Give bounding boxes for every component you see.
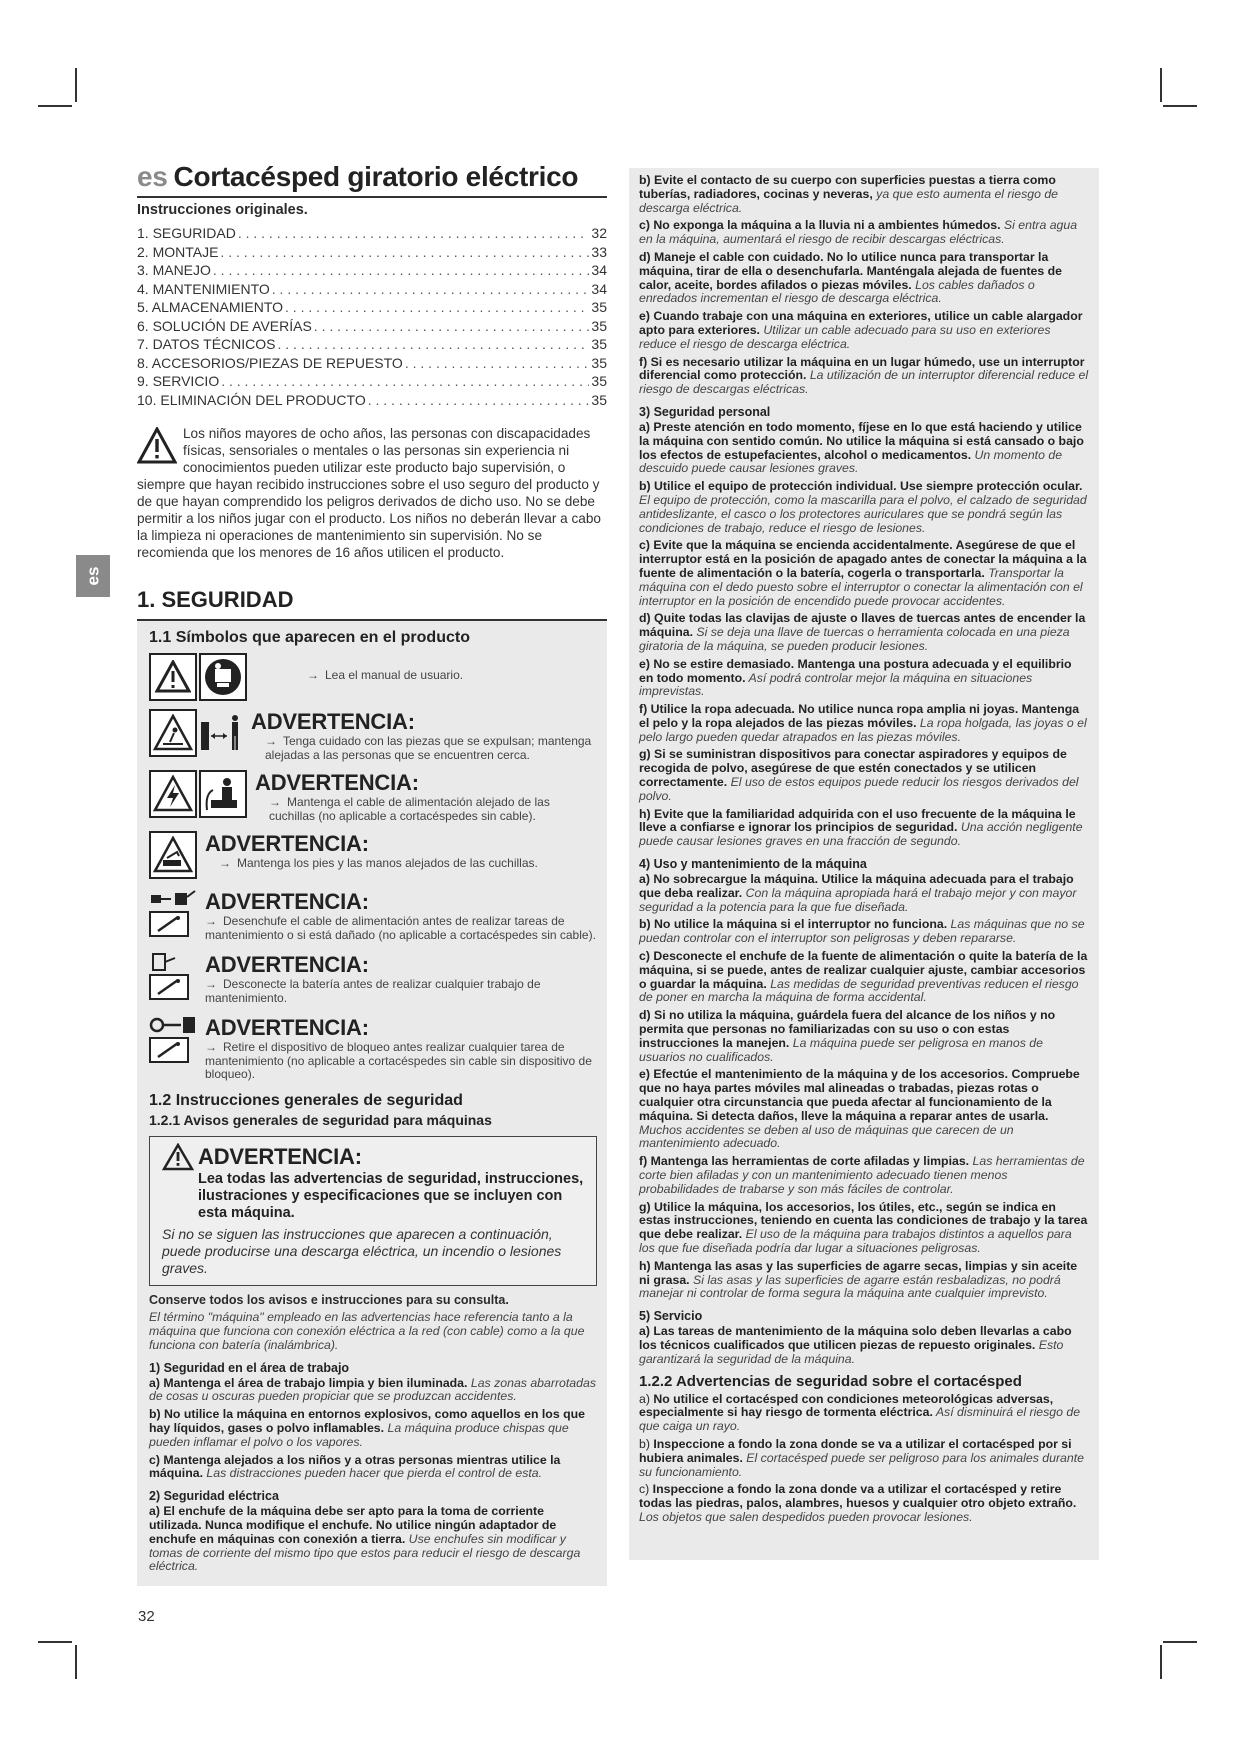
manual-service-icon <box>149 1037 189 1063</box>
cable-away-icon <box>199 770 247 818</box>
instruction-paragraph <box>639 421 1089 476</box>
instruction-paragraph <box>639 918 1089 946</box>
warning-triangle-icon <box>149 653 197 701</box>
symbol-icons <box>149 889 197 937</box>
symbol-desc <box>307 653 463 683</box>
symbol-icons <box>149 831 197 879</box>
toc-page: 35 <box>591 299 607 315</box>
instruction-paragraph <box>149 1377 597 1405</box>
symbol-desc <box>205 952 597 1005</box>
toc-label: 10. ELIMINACIÓN DEL PRODUCTO <box>137 391 366 408</box>
toc-entry <box>137 354 607 373</box>
toc-page: 33 <box>591 243 607 260</box>
symbol-text-wrap <box>255 796 597 823</box>
instruction-italic: Esto garantizará la seguridad de la máquina. <box>639 1337 1064 1366</box>
symbol-icons <box>149 653 247 701</box>
instruction-italic: La máquina puede ser peligrosa en manos de usuarios no cualificados. <box>639 1035 1043 1064</box>
toc-page: 35 <box>591 391 607 408</box>
instruction-italic: El uso de la máquina para trabajos distintos a aquellos para los que fue diseñada podría dar lugar a situaciones peligrosas. <box>639 1227 1072 1255</box>
symbol-desc <box>251 709 597 762</box>
crop-mark <box>1163 105 1197 107</box>
toc-leader <box>221 372 589 391</box>
instruction-paragraph <box>639 1325 1089 1366</box>
toc-leader <box>238 224 590 243</box>
symbol-text-wrap <box>205 857 538 871</box>
instruction-bold: a) Mantenga el área de trabajo limpia y bien iluminada. <box>149 1375 468 1390</box>
instruction-bold: f) Si es necesario utilizar la máquina en un lugar húmedo, use un interruptor diferencial como protección. <box>639 354 1085 383</box>
toc-label: 6. SOLUCIÓN DE AVERÍAS <box>137 317 312 334</box>
instruction-paragraph <box>639 539 1089 608</box>
instruction-italic: Las máquinas que no se puedan controlar con el interruptor son peligrosas y deben repararse. <box>639 917 1085 946</box>
symbol-desc <box>255 770 597 823</box>
work-area-heading: 1) Seguridad en el área de trabajo <box>149 1360 350 1375</box>
instruction-italic: Transportar la máquina con el dedo puesto sobre el interruptor o conectar la alimentación con el interruptor en la posición de encendido puede provocar accidentes. <box>639 565 1083 608</box>
safety-symbols-panel <box>137 621 607 1586</box>
item-letter: a) <box>639 1391 654 1406</box>
symbol-desc <box>205 889 597 942</box>
keep-instructions: Conserve todos los avisos e instrucciones para su consulta. <box>149 1292 509 1307</box>
toc-entry <box>137 224 607 243</box>
children-warning <box>137 425 607 561</box>
symbol-text-wrap <box>205 1041 597 1082</box>
instruction-bold: No utilice el cortacésped con condiciones meteorológicas adversas, especialmente si hay riesgo de tormenta eléctrica. <box>639 1391 1054 1420</box>
toc-page: 32 <box>591 225 607 241</box>
instruction-bold: h) Mantenga las asas y las superficies de agarre secas, limpias y sin aceite ni grasa. <box>639 1258 1078 1287</box>
instruction-italic: ya que esto aumenta el riesgo de descarga eléctrica. <box>639 186 1059 215</box>
toc-page: 35 <box>591 354 607 371</box>
warning-triangle-icon <box>162 1143 194 1171</box>
general-warning-box <box>149 1136 597 1286</box>
instruction-italic: Si se deja una llave de tuercas o herramienta colocada en una pieza giratoria de la máquina, se pueden producir lesiones. <box>639 625 1070 653</box>
blade-hazard-icon <box>149 831 197 879</box>
symbol-row <box>149 952 597 1005</box>
instruction-italic: Las zonas abarrotadas de cosas u oscuras pueden propiciar que se produzcan accidentes. <box>149 1375 596 1404</box>
toc-entry <box>137 391 607 410</box>
instruction-bold: c) Mantenga alejados a los niños y a otras personas mientras utilice la máquina. <box>149 1452 561 1481</box>
page-number: 32 <box>138 1608 155 1625</box>
manual-service-icon <box>149 974 189 1000</box>
box-bold-text: Lea todas las advertencias de seguridad, instrucciones, ilustraciones y especificaciones que se incluyen con esta máquina. <box>198 1170 584 1221</box>
instruction-italic: El uso de estos equipos puede reducir los riesgos derivados del polvo. <box>639 775 1079 803</box>
arrow-icon: → <box>219 856 231 870</box>
instruction-italic: Una acción negligente puede causar lesiones graves en una fracción de segundo. <box>639 820 1083 849</box>
crop-mark <box>1160 68 1162 102</box>
instruction-italic: Utilizar un cable adecuado para su uso en exteriores reduce el riesgo de descarga eléctrica. <box>639 322 1051 351</box>
warning-triangle-icon <box>137 427 177 465</box>
crop-mark <box>1163 1641 1197 1643</box>
read-manual-icon <box>199 653 247 701</box>
instruction-bold: c) No exponga la máquina a la lluvia ni a ambientes húmedos. <box>639 218 1001 233</box>
instruction-bold: e) No se estire demasiado. Mantenga una postura adecuada y el equilibrio en todo momento. <box>639 656 1072 685</box>
unplug-icon <box>149 889 197 909</box>
instruction-paragraph <box>639 658 1089 699</box>
toc-label: 4. MANTENIMIENTO <box>137 280 270 297</box>
box-title: ADVERTENCIA: <box>198 1143 362 1169</box>
instruction-paragraph <box>639 1393 1089 1434</box>
toc-leader <box>368 391 590 410</box>
symbol-row <box>149 831 597 879</box>
instruction-paragraph <box>639 950 1089 1005</box>
instruction-bold: d) Si no utiliza la máquina, guárdela fuera del alcance de los niños y no permita que personas no familiarizadas con su uso o con estas instrucciones la manejen. <box>639 1008 1056 1050</box>
toc-leader <box>285 298 589 317</box>
instruction-italic: Si las asas y las superficies de agarre están resbaladizas, no podrá manejar ni controlar de forma segura la máquina ante cualquier imprevisto. <box>639 1272 1061 1301</box>
personal-heading: 3) Seguridad personal <box>639 404 771 419</box>
symbol-row <box>149 653 597 701</box>
instruction-italic: Si entra agua en la máquina, aumentará el riesgo de recibir descargas eléctricas. <box>639 218 1078 247</box>
instruction-bold: b) Utilice el equipo de protección individual. Use siempre protección ocular. <box>639 479 1083 494</box>
arrow-icon: → <box>269 795 281 809</box>
toc-label: 8. ACCESORIOS/PIEZAS DE REPUESTO <box>137 354 403 371</box>
symbol-icons <box>149 770 247 818</box>
toc-leader <box>405 354 590 373</box>
instruction-paragraph <box>639 1438 1089 1479</box>
instruction-italic: Un momento de descuido puede causar lesiones graves. <box>639 447 1063 476</box>
instruction-bold: b) No utilice la máquina en entornos explosivos, como aquellos en los que hay líquidos, gases o polvo inflamables. <box>149 1407 585 1436</box>
arrow-icon: → <box>205 1040 217 1054</box>
title-lang-code: es <box>137 161 168 192</box>
symbol-text: Retire el dispositivo de bloqueo antes realizar cualquier tarea de mantenimiento (no aplicable a cortacéspedes sin cable sin dispositivo de bloqueo). <box>205 1040 592 1081</box>
arrow-icon: → <box>265 734 277 748</box>
arrow-icon: → <box>205 914 217 928</box>
toc-entry <box>137 243 607 262</box>
instruction-italic: La ropa holgada, las joyas o el pelo largo pueden quedar atrapados en las piezas móviles. <box>639 715 1087 744</box>
symbol-text: Tenga cuidado con las piezas que se expulsan; mantenga alejadas a las personas que se encuentren cerca. <box>265 734 592 762</box>
work-area-list <box>149 1377 597 1482</box>
arrow-icon: → <box>307 668 319 682</box>
mower-list <box>639 1393 1089 1525</box>
symbol-text: Lea el manual de usuario. <box>325 668 464 682</box>
left-column <box>137 160 607 1586</box>
toc-page: 34 <box>591 280 607 297</box>
symbol-icons <box>149 952 197 1000</box>
toc-leader <box>314 317 590 336</box>
electrical-list <box>149 1505 597 1574</box>
instruction-italic: Los cables dañados o enredados incrementan el riesgo de descarga eléctrica. <box>639 277 1035 306</box>
warning-title: ADVERTENCIA: <box>205 889 369 914</box>
crop-mark <box>75 1645 77 1679</box>
crop-mark <box>38 1641 72 1643</box>
table-of-contents <box>137 224 607 409</box>
instruction-paragraph <box>639 310 1089 351</box>
maintenance-heading: 4) Uso y mantenimiento de la máquina <box>639 857 867 872</box>
instruction-paragraph <box>639 1201 1089 1256</box>
warning-title: ADVERTENCIA: <box>205 952 369 977</box>
toc-page: 34 <box>591 262 607 278</box>
instruction-bold: f) Mantenga las herramientas de corte afiladas y limpias. <box>639 1154 970 1169</box>
instruction-bold: Inspeccione a fondo la zona donde se va a utilizar el cortacésped por si hubiera animales. <box>639 1436 1072 1465</box>
instruction-paragraph <box>639 808 1089 849</box>
instruction-paragraph <box>639 1009 1089 1064</box>
instruction-italic: Con la máquina apropiada hará el trabajo mejor y con mayor seguridad a la potencia para la que fue diseñada. <box>639 885 1077 914</box>
warning-title: ADVERTENCIA: <box>251 709 415 734</box>
instruction-paragraph <box>639 873 1089 914</box>
toc-page: 35 <box>591 336 607 352</box>
box-title-row <box>162 1143 584 1171</box>
warning-title: ADVERTENCIA: <box>205 831 369 856</box>
symbols-heading: 1.1 Símbolos que aparecen en el producto <box>149 629 470 646</box>
instruction-paragraph <box>149 1408 597 1449</box>
instruction-paragraph <box>639 612 1089 653</box>
personal-list <box>639 421 1089 849</box>
box-italic-text: Si no se siguen las instrucciones que aparecen a continuación, puede producirse una descarga eléctrica, un incendio o lesiones graves. <box>162 1225 562 1276</box>
children-warning-text: Los niños mayores de ocho años, las personas con discapacidades físicas, sensoriales o mentales o las personas sin experiencia ni conocimientos pueden utilizar este producto bajo supervisión, o siempre que hayan recibido instrucciones sobre el uso seguro del producto y de que hayan comprendido los peligros derivados de dicho uso. No se debe permitir a los niños jugar con el producto. Los niños no deberán llevar a cabo la limpieza ni operaciones de mantenimiento sin supervisión. No se recomienda que los menores de 16 años utilicen el producto. <box>137 426 601 560</box>
toc-label: 7. DATOS TÉCNICOS <box>137 336 276 352</box>
toc-leader <box>220 243 589 262</box>
instruction-italic: Así podrá controlar mejor la máquina en situaciones imprevistas. <box>639 670 1033 699</box>
instruction-italic: Muchos accidentes se deben al uso de máquinas que carecen de un mantenimiento adecuado. <box>639 1122 1014 1151</box>
symbol-text: Desenchufe el cable de alimentación antes de realizar tareas de mantenimiento o si está dañado (no aplicable a cortacéspedes sin cable). <box>205 914 596 942</box>
section-heading: 1. SEGURIDAD <box>137 587 294 612</box>
symbol-desc <box>205 1015 597 1082</box>
instruction-italic: La utilización de un interruptor diferencial reduce el riesgo de descargas eléctricas. <box>639 368 1089 397</box>
instruction-paragraph <box>639 356 1089 397</box>
instruction-bold: a) Preste atención en todo momento, fíjese en lo que está haciendo y utilice la máquina con sentido común. No utilice la máquina si está cansado o bajo los efectos de estupefacientes, alcohol o medicamentos. <box>639 419 1084 462</box>
thrown-objects-icon <box>149 709 197 757</box>
instruction-paragraph <box>149 1505 597 1574</box>
instruction-paragraph <box>149 1454 597 1482</box>
term-definition: El término "máquina" empleado en las advertencias hace referencia tanto a la máquina que funciona con conexión eléctrica a la red (con cable) como a la que funciona con batería (inalámbrica). <box>149 1310 585 1352</box>
instruction-italic: Use enchufes sin modificar y tomas de corriente del mismo tipo que estos para reducir el riesgo de descarga eléctrica. <box>149 1531 581 1574</box>
symbol-text: Mantenga el cable de alimentación alejado de las cuchillas (no aplicable a cortacéspedes sin cable). <box>269 795 550 823</box>
instruction-paragraph <box>639 174 1089 215</box>
instruction-italic: El equipo de protección, como la mascarilla para el polvo, el calzado de seguridad antideslizante, el casco o los protectores auriculares que se pondrá según las condiciones de trabajo, reduce el riesgo de lesiones. <box>639 492 1087 535</box>
instruction-bold: f) Utilice la ropa adecuada. No utilice nunca ropa amplia ni joyas. Mantenga el pelo y la ropa alejados de las piezas móviles. <box>639 702 1080 730</box>
instruction-paragraph <box>639 1260 1089 1301</box>
arrow-icon: → <box>205 977 217 991</box>
toc-entry <box>137 280 607 299</box>
original-instructions: Instrucciones originales. <box>137 202 308 218</box>
instruction-paragraph <box>639 480 1089 535</box>
toc-label: 1. SEGURIDAD <box>137 225 236 241</box>
instruction-bold: g) Utilice la máquina, los accesorios, los útiles, etc., según se indica en estas instrucciones, teniendo en cuenta las condiciones de trabajo y la tarea que debe realizar. <box>639 1199 1088 1242</box>
instruction-paragraph <box>639 1068 1089 1151</box>
toc-entry <box>137 261 607 280</box>
title-text: Cortacésped giratorio eléctrico <box>173 161 579 192</box>
toc-entry <box>137 335 607 354</box>
instruction-bold: a) No sobrecargue la máquina. Utilice la máquina adecuada para el trabajo que deba realizar. <box>639 872 1074 900</box>
toc-entry <box>137 298 607 317</box>
keep-distance-icon <box>199 709 243 755</box>
instruction-bold: b) No utilice la máquina si el interruptor no funciona. <box>639 917 948 932</box>
general-safety-heading: 1.2 Instrucciones generales de seguridad <box>149 1091 463 1109</box>
service-heading: 5) Servicio <box>639 1309 703 1324</box>
instruction-paragraph <box>639 1483 1089 1524</box>
toc-leader <box>272 280 590 299</box>
instruction-bold: a) El enchufe de la máquina debe ser apto para la toma de corriente utilizada. Nunca modifique el enchufe. No utilice ningún adaptador de enchufe en máquinas con conexión a tierra. <box>149 1504 557 1546</box>
toc-entry <box>137 372 607 391</box>
item-letter: c) <box>639 1482 653 1497</box>
instruction-paragraph <box>639 251 1089 306</box>
symbol-icons <box>149 709 243 757</box>
symbol-desc <box>205 831 538 871</box>
instruction-italic: Las herramientas de corte bien afiladas y con un mantenimiento adecuado tienen menos probabilidades de trabarse y son más fáciles de controlar. <box>639 1154 1085 1196</box>
toc-leader <box>277 335 589 354</box>
instruction-bold: c) Evite que la máquina se encienda accidentalmente. Asegúrese de que el interruptor está en la posición de apagado antes de conectar la máquina a la fuente de alimentación o la batería, cogerla o transportarla. <box>639 538 1087 580</box>
crop-mark <box>75 68 77 102</box>
instruction-paragraph <box>639 219 1089 247</box>
toc-entry <box>137 317 607 336</box>
remove-key-icon <box>149 1015 197 1035</box>
symbol-row <box>149 889 597 942</box>
instruction-bold: a) Las tareas de mantenimiento de la máquina solo deben llevarlas a cabo los técnicos cualificados que utilicen piezas de repuesto originales. <box>639 1324 1072 1352</box>
toc-label: 5. ALMACENAMIENTO <box>137 299 284 315</box>
instruction-bold: d) Quite todas las clavijas de ajuste o llaves de tuercas antes de encender la máquina. <box>639 611 1086 640</box>
warning-title: ADVERTENCIA: <box>205 1015 369 1040</box>
instruction-bold: d) Maneje el cable con cuidado. No lo utilice nunca para transportar la máquina, tirar de ella o desenchufarla. Manténgala alejada de fuentes de calor, aceite, bordes afilados o piezas móviles. <box>639 249 1063 292</box>
symbol-row <box>149 1015 597 1082</box>
electric-shock-icon <box>149 770 197 818</box>
service-list <box>639 1325 1089 1366</box>
right-column <box>629 168 1099 1560</box>
toc-page: 35 <box>591 317 607 334</box>
remove-battery-icon <box>149 952 189 972</box>
instruction-bold: c) Desconecte el enchufe de la fuente de alimentación o quite la batería de la máquina, si se puede, antes de realizar cualquier ajuste, cambiar accesorios o guardar la máquina. <box>639 949 1088 991</box>
instruction-bold: e) Efectúe el mantenimiento de la máquina y de los accesorios. Compruebe que no haya partes móviles mal alineadas o trabadas, piezas rotas o cualquier otra circunstancia que pueda afectar al funcionamiento de la máquina. Si detecta daños, lleve la máquina a reparar antes de usarla. <box>639 1067 1080 1123</box>
crop-mark <box>38 105 72 107</box>
instruction-bold: e) Cuando trabaje con una máquina en exteriores, utilice un cable alargador apto para exteriores. <box>639 309 1083 337</box>
instruction-italic: Las medidas de seguridad preventivas reducen el riesgo de poner en marcha la máquina de forma accidental. <box>639 976 1079 1005</box>
symbol-text-wrap <box>205 915 597 942</box>
crop-mark <box>1160 1645 1162 1679</box>
instruction-italic: Las distracciones pueden hacer que pierda el control de esta. <box>202 1466 543 1481</box>
toc-label: 2. MONTAJE <box>137 243 219 260</box>
instruction-bold: b) Evite el contacto de su cuerpo con superficies puestas a tierra como tuberías, radiadores, cocinas y neveras, <box>639 173 1056 201</box>
instruction-paragraph <box>639 703 1089 744</box>
toc-label: 9. SERVICIO <box>137 373 220 389</box>
instruction-italic: Así disminuirá el riesgo de que caiga un rayo. <box>639 1405 1081 1434</box>
manual-service-icon <box>149 911 189 937</box>
mower-warnings-heading: 1.2.2 Advertencias de seguridad sobre el cortacésped <box>639 1372 1022 1390</box>
symbol-row <box>149 770 597 823</box>
electrical-cont-list <box>639 174 1089 397</box>
toc-page: 35 <box>591 373 607 389</box>
maintenance-list <box>639 873 1089 1301</box>
symbol-text-wrap <box>251 735 597 762</box>
symbol-icons <box>149 1015 197 1063</box>
instruction-paragraph <box>639 1155 1089 1196</box>
language-side-tab: es <box>76 555 110 597</box>
instruction-bold: h) Evite que la familiaridad adquirida con el uso frecuente de la máquina le lleve a confiarse e ignorar los principios de seguridad. <box>639 806 1076 835</box>
general-safety-subheading: 1.2.1 Avisos generales de seguridad para máquinas <box>149 1111 492 1128</box>
title-rule <box>137 196 607 198</box>
toc-label: 3. MANEJO <box>137 262 211 278</box>
toc-leader <box>213 261 590 280</box>
item-letter: b) <box>639 1436 654 1451</box>
instruction-italic: La máquina produce chispas que pueden inflamar el polvo o los vapores. <box>149 1421 569 1449</box>
instruction-bold: Inspeccione a fondo la zona donde va a utilizar el cortacésped y retire todas las piedras, palos, alambres, huesos y cualquier otro objeto extraño. <box>639 1482 1077 1511</box>
instruction-bold: g) Si se suministran dispositivos para conectar aspiradores y equipos de recogida de polvo, asegúrese de que estén conectados y se utilicen correctamente. <box>639 747 1067 790</box>
instruction-italic: El cortacésped puede ser peligroso para los animales durante su funcionamiento. <box>639 1450 1084 1479</box>
instruction-italic: Los objetos que salen despedidos pueden provocar lesiones. <box>639 1509 973 1524</box>
page-title <box>137 160 607 194</box>
symbol-text: Desconecte la batería antes de realizar cualquier trabajo de mantenimiento. <box>205 977 541 1005</box>
instruction-paragraph <box>639 748 1089 803</box>
symbol-text-wrap <box>205 978 597 1005</box>
electrical-heading: 2) Seguridad eléctrica <box>149 1489 279 1504</box>
symbol-row <box>149 709 597 762</box>
warning-title: ADVERTENCIA: <box>255 770 419 795</box>
symbol-text: Mantenga los pies y las manos alejados de las cuchillas. <box>237 856 538 870</box>
